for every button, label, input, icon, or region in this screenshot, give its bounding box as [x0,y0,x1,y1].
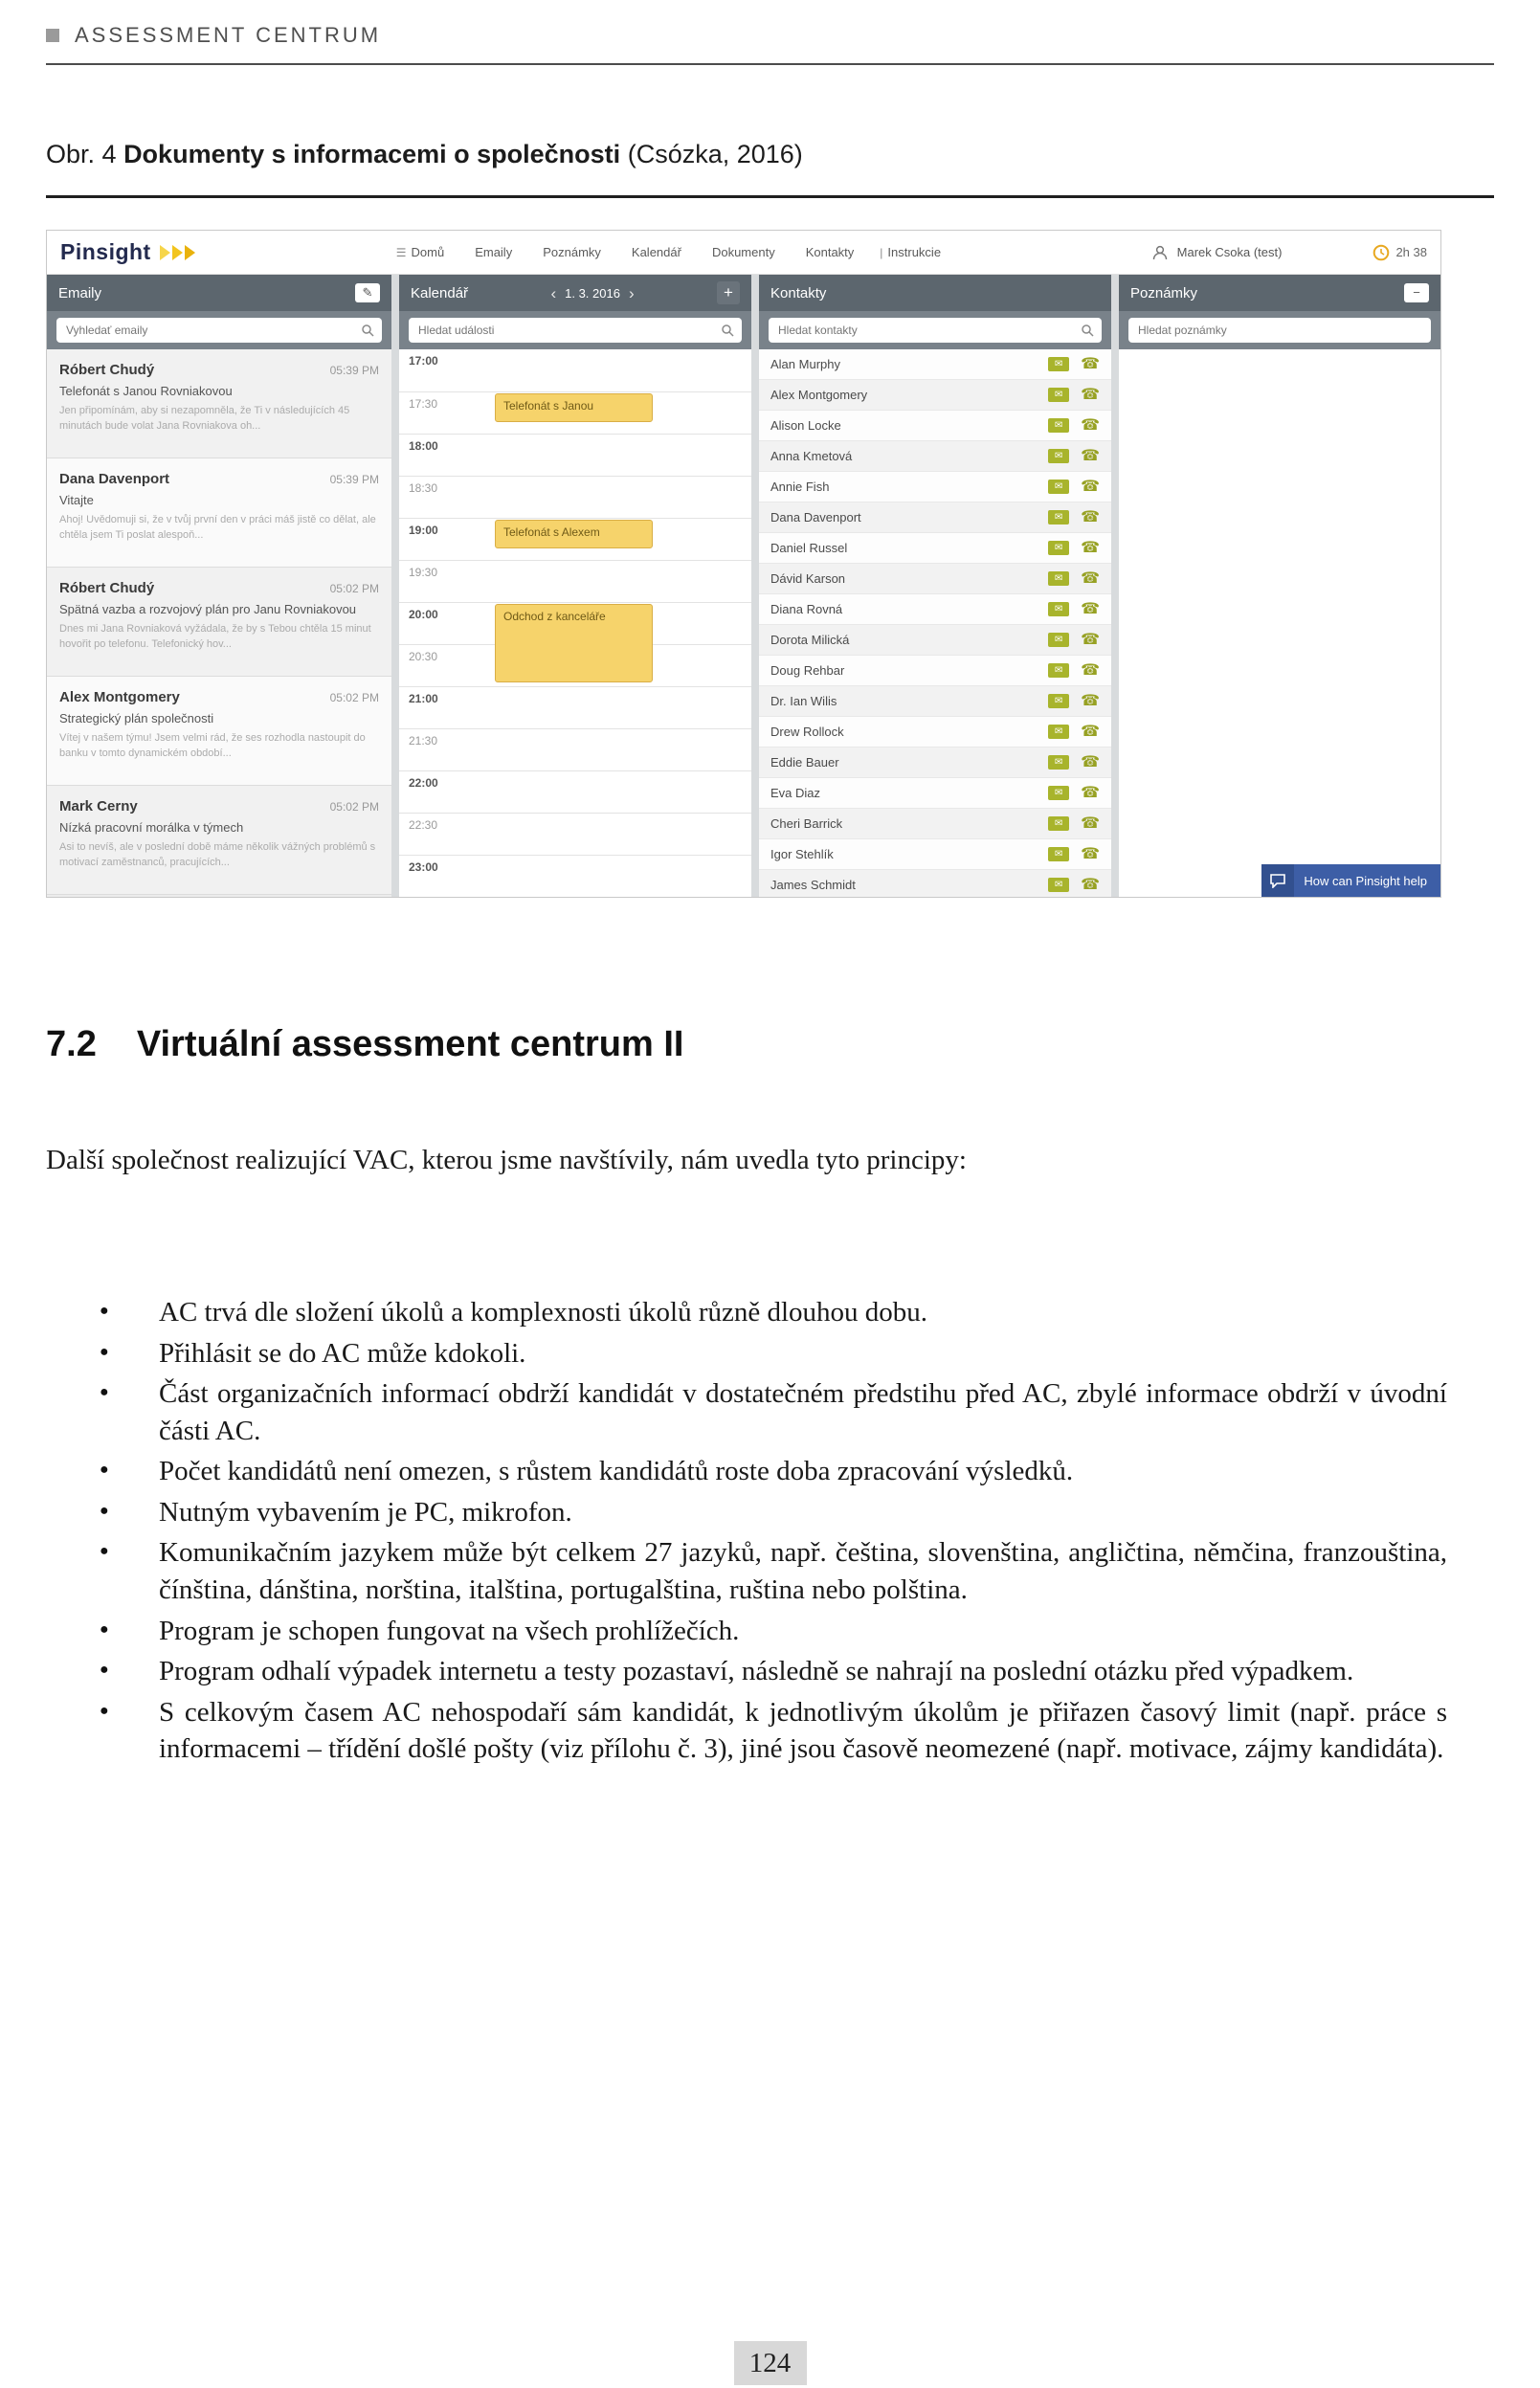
list-item: ● Komunikačním jazykem může být celkem 27 jazyků, např. čeština, slovenština, angličtina, němčina, franzouština, čínština, dánština, norština, italština, portugalština, ruština nebo polština. [46,1534,1447,1608]
logo-text: Pinsight [60,239,151,264]
email-icon[interactable]: ✉ [1048,449,1069,463]
contact-row[interactable] [759,778,1111,809]
add-event-button[interactable]: + [717,281,740,304]
chat-bubble-icon [1261,864,1294,897]
calendar-row[interactable] [399,349,751,391]
contact-name: Annie Fish [770,480,830,494]
calendar-row[interactable] [399,813,751,855]
email-subject: Vitajte [59,493,94,507]
email-icon[interactable]: ✉ [1048,663,1069,678]
contact-name: Dávid Karson [770,571,846,586]
calendar-row[interactable] [399,434,751,476]
section-number: 7.2 [46,1024,97,1064]
email-icon[interactable]: ✉ [1048,480,1069,494]
email-icon[interactable]: ✉ [1048,418,1069,433]
calendar-row[interactable] [399,686,751,728]
user-name: Marek Csoka (test) [1176,245,1283,259]
logo-chevrons-icon [158,245,195,260]
calendar-column-header [399,275,751,311]
calendar-time-label: 20:00 [409,608,438,621]
email-preview: Jen připomínám, aby si nezapomněla, že Ti v následujících 45 minutách bude volat Jana Rovniakova oh... [59,405,350,432]
email-sender: Róbert Chudý [59,580,155,596]
email-time: 05:02 PM [329,582,379,595]
nav-item-label: Domů [411,245,445,259]
phone-icon[interactable]: ☎ [1081,784,1100,801]
phone-icon[interactable]: ☎ [1081,386,1100,403]
list-item: ● Počet kandidátů není omezen, s růstem kandidátů roste doba zpracování výsledků. [46,1453,1447,1490]
email-icon[interactable]: ✉ [1048,388,1069,402]
search-icon [721,324,734,337]
contact-name: Drew Rollock [770,725,844,739]
nav-item[interactable] [470,245,512,259]
header-rule [46,63,1494,65]
calendar-grid [399,349,751,897]
calendar-row[interactable] [399,770,751,813]
contact-name: Igor Stehlík [770,847,834,861]
email-icon[interactable]: ✉ [1048,571,1069,586]
contact-row[interactable] [759,839,1111,870]
email-icon[interactable]: ✉ [1048,755,1069,770]
email-subject: Strategický plán společnosti [59,711,214,725]
calendar-time-label: 22:00 [409,776,438,790]
calendar-next-icon[interactable]: › [628,283,635,302]
phone-icon[interactable]: ☎ [1081,569,1100,587]
nav-item[interactable] [627,245,681,259]
email-icon[interactable]: ✉ [1048,816,1069,831]
email-sender: Dana Davenport [59,471,170,487]
contact-name: Diana Rovná [770,602,843,616]
phone-icon[interactable]: ☎ [1081,845,1100,862]
list-item: ● S celkovým časem AC nehospodaří sám kandidát, k jednotlivým úkolům je přiřazen časový limit (např. práce s informacemi – třídění došlé pošty (viz přílohu č. 3), jiné jsou časově neomezené (např. motivace, zájmy kandidáta). [46,1694,1447,1768]
phone-icon[interactable]: ☎ [1081,539,1100,556]
app-columns [47,275,1440,897]
contact-row[interactable] [759,809,1111,839]
contact-row[interactable] [759,717,1111,748]
pinsight-logo[interactable] [60,239,195,265]
running-header [46,23,381,48]
calendar-time-label: 19:00 [409,524,438,537]
emails-search-bar [47,311,391,349]
calendar-row[interactable] [399,560,751,602]
pinsight-app [46,230,1441,898]
contact-row[interactable] [759,441,1111,472]
list-item: ● AC trvá dle složení úkolů a komplexnosti úkolů různě dlouhou dobu. [46,1294,1447,1331]
nav-item-icon: ☰ [395,245,407,259]
email-icon[interactable]: ✉ [1048,847,1069,861]
contact-name: Alan Murphy [770,357,840,371]
contact-row[interactable] [759,380,1111,411]
contact-name: Doug Rehbar [770,663,845,678]
email-sender: Mark Cerny [59,798,138,815]
phone-icon[interactable]: ☎ [1081,815,1100,832]
notes-column-header [1119,275,1440,311]
email-item[interactable] [47,786,391,895]
timer-value: 2h 38 [1395,245,1427,259]
email-icon[interactable]: ✉ [1048,541,1069,555]
contact-name: Eva Diaz [770,786,821,800]
section-title: Virtuální assessment centrum II [136,1024,684,1064]
calendar-time-label: 21:00 [409,692,438,705]
caption-rule [46,195,1494,198]
search-icon [1081,324,1094,337]
contact-name: Dana Davenport [770,510,861,524]
nav-item-label: Emaily [475,245,513,259]
calendar-title: Kalendář [411,284,469,301]
user-icon [1150,243,1170,262]
emails-column [47,275,391,897]
contact-row[interactable] [759,625,1111,656]
contact-name: Dr. Ian Wilis [770,694,837,708]
list-item: ● Program je schopen fungovat na všech prohlížečích. [46,1613,1447,1650]
email-preview: Vítej v našem týmu! Jsem velmi rád, že ses rozhodla nastoupit do banku v tomto dynamickém období... [59,732,366,759]
calendar-time-label: 17:00 [409,354,438,368]
email-item[interactable] [47,677,391,786]
contact-row[interactable] [759,686,1111,717]
nav-item-label: Kontakty [805,245,855,259]
email-icon[interactable]: ✉ [1048,878,1069,892]
minimize-icon[interactable]: − [1404,283,1429,302]
contact-name: Alex Montgomery [770,388,868,402]
calendar-time-label: 22:30 [409,818,438,832]
email-icon[interactable]: ✉ [1048,786,1069,800]
phone-icon[interactable]: ☎ [1081,661,1100,679]
email-time: 05:39 PM [329,473,379,486]
figure-caption-prefix: Obr. 4 [46,140,117,168]
figure-caption [46,140,803,169]
principles-list [46,1294,1447,1772]
running-header-text: ASSESSMENT CENTRUM [75,23,382,47]
phone-icon[interactable]: ☎ [1081,692,1100,709]
calendar-time-label: 21:30 [409,734,438,748]
email-subject: Nízká pracovní morálka v týmech [59,820,244,835]
calendar-time-label: 18:30 [409,481,438,495]
contact-row[interactable] [759,870,1111,897]
contact-name: Anna Kmetová [770,449,853,463]
nav-item[interactable] [801,245,855,259]
calendar-time-label: 19:30 [409,566,438,579]
contacts-search-input[interactable] [769,318,1102,343]
help-button[interactable] [1261,864,1440,897]
contact-name: Dorota Milická [770,633,850,647]
contacts-column [759,275,1111,897]
contact-row[interactable] [759,533,1111,564]
list-item: ● Část organizačních informací obdrží kandidát v dostatečném předstihu před AC, zbylé informace obdrží v úvodní části AC. [46,1375,1447,1449]
nav-item[interactable] [538,245,601,259]
email-preview: Ahoj! Uvědomuji si, že v tvůj první den v práci máš jistě co dělat, ale chtěla jsem Ti poslat alespoň... [59,514,376,541]
figure-caption-source: (Csózka, 2016) [627,140,803,168]
nav-item[interactable] [396,245,444,259]
email-subject: Spätná vazba a rozvojový plán pro Janu Rovniakovou [59,602,357,616]
help-button-label: How can Pinsight help [1304,873,1427,888]
section-heading [46,1024,683,1065]
nav-item-icon: | [880,245,883,259]
emails-column-header [47,275,391,311]
phone-icon[interactable]: ☎ [1081,600,1100,617]
email-preview: Asi to nevíš, ale v poslední době máme několik vážných problémů s motivací zaměstnanců, pracujících... [59,841,376,868]
contact-row[interactable] [759,564,1111,594]
email-icon[interactable]: ✉ [1048,602,1069,616]
calendar-column [399,275,751,897]
phone-icon[interactable]: ☎ [1081,478,1100,495]
list-item: ● Přihlásit se do AC může kdokoli. [46,1335,1447,1373]
figure-caption-title: Dokumenty s informacemi o společnosti [123,140,621,168]
nav-item-label: Poznámky [543,245,601,259]
contact-name: James Schmidt [770,878,856,892]
contacts-search-bar [759,311,1111,349]
contact-row[interactable] [759,411,1111,441]
phone-icon[interactable]: ☎ [1081,753,1100,770]
nav-item-label: Instrukcie [887,245,942,259]
email-sender: Róbert Chudý [59,362,155,378]
email-list [47,349,391,897]
email-time: 05:39 PM [329,364,379,377]
email-sender: Alex Montgomery [59,689,180,705]
nav-item[interactable] [880,245,941,259]
calendar-date: 1. 3. 2016 [565,285,620,301]
contact-name: Cheri Barrick [770,816,843,831]
app-menu [396,245,941,259]
phone-icon[interactable]: ☎ [1081,631,1100,648]
calendar-event[interactable]: Telefonát s Alexem [495,520,653,548]
contact-row[interactable] [759,349,1111,380]
email-subject: Telefonát s Janou Rovniakovou [59,384,233,398]
app-navbar [47,231,1440,275]
contact-name: Daniel Russel [770,541,848,555]
phone-icon[interactable]: ☎ [1081,876,1100,893]
calendar-time-label: 18:00 [409,439,438,453]
clock-icon [1373,244,1390,261]
contact-name: Alison Locke [770,418,841,433]
nav-item[interactable] [707,245,775,259]
email-item[interactable] [47,458,391,568]
calendar-event[interactable]: Odchod z kanceláře [495,604,653,682]
calendar-search-bar [399,311,751,349]
notes-column [1119,275,1440,897]
email-time: 05:02 PM [329,691,379,704]
notes-body [1119,349,1440,897]
calendar-row[interactable] [399,728,751,770]
nav-item-label: Kalendář [631,245,681,259]
emails-search-input[interactable] [56,318,382,343]
emails-title: Emaily [58,284,102,301]
contact-name: Eddie Bauer [770,755,839,770]
phone-icon[interactable]: ☎ [1081,416,1100,434]
email-time: 05:02 PM [329,800,379,814]
notes-search-bar [1119,311,1440,349]
page-number: 124 [734,2341,807,2385]
phone-icon[interactable]: ☎ [1081,447,1100,464]
nav-item-label: Dokumenty [711,245,775,259]
search-icon [361,324,374,337]
session-timer [1373,244,1427,261]
calendar-prev-icon[interactable]: ‹ [550,283,557,302]
contact-row[interactable] [759,472,1111,502]
email-icon[interactable]: ✉ [1048,510,1069,524]
contact-list [759,349,1111,897]
header-square-icon [46,29,59,42]
contacts-column-header [759,275,1111,311]
intro-paragraph: Další společnost realizující VAC, kterou jsme navštívily, nám uvedla tyto principy: [46,1145,967,1175]
email-icon[interactable]: ✉ [1048,725,1069,739]
contact-row[interactable] [759,656,1111,686]
email-icon[interactable]: ✉ [1048,694,1069,708]
calendar-row[interactable] [399,855,751,897]
calendar-time-label: 20:30 [409,650,438,663]
user-menu[interactable] [1150,243,1283,262]
phone-icon[interactable]: ☎ [1081,355,1100,372]
calendar-event[interactable]: Telefonát s Janou [495,393,653,422]
email-preview: Dnes mi Jana Rovniaková vyžádala, že by s Tebou chtěla 15 minut hovořit po telefonu. Telefonický hov... [59,623,371,650]
email-item[interactable] [47,349,391,458]
contact-row[interactable] [759,748,1111,778]
email-icon[interactable]: ✉ [1048,357,1069,371]
calendar-row[interactable] [399,476,751,518]
calendar-time-label: 23:00 [409,860,438,874]
phone-icon[interactable]: ☎ [1081,508,1100,525]
email-icon[interactable]: ✉ [1048,633,1069,647]
notes-title: Poznámky [1130,284,1198,301]
compose-email-icon[interactable]: ✎ [355,283,380,302]
contact-row[interactable] [759,594,1111,625]
notes-search-input[interactable] [1128,318,1431,343]
contact-row[interactable] [759,502,1111,533]
email-item[interactable] [47,568,391,677]
figure-screenshot [46,230,1441,898]
contacts-title: Kontakty [770,284,827,301]
calendar-time-label: 17:30 [409,397,438,411]
list-item: ● Program odhalí výpadek internetu a testy pozastaví, následně se nahrají na poslední otázku před výpadkem. [46,1653,1447,1690]
phone-icon[interactable]: ☎ [1081,723,1100,740]
list-item: ● Nutným vybavením je PC, mikrofon. [46,1494,1447,1531]
calendar-search-input[interactable] [409,318,742,343]
